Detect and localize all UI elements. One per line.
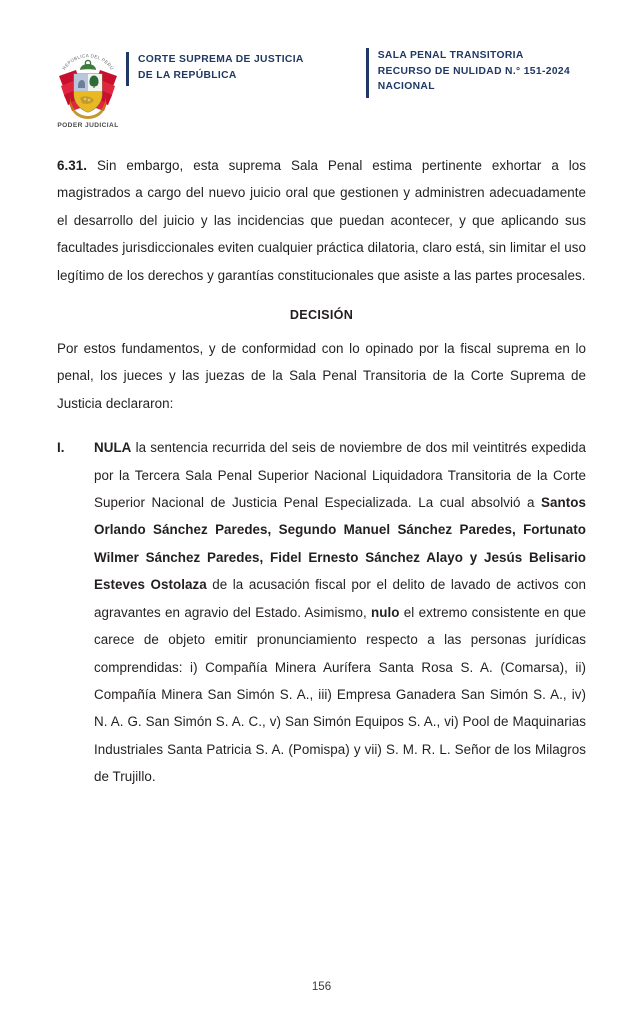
decision-item-i-segment3: el extremo consistente en que carece de objeto emitir pronunciamiento respecto a las personas jurídicas comprendidas: i) Compañía Minera Aurífera Santa Rosa S. A. (Comarsa), ii) Compañía Minera San Simón S. A., iii) Empresa Ganadera San Simón S. A., iv) N. A. G. San Simón S. A. C., v) San Simón Equipos S. A., vi) Pool de Maquinarias Industriales Santa Patricia S. A. (Pomispa) y vii) S. M. R. L. Señor de los Milagros de Trujillo. [94, 604, 586, 785]
decision-item-i-defendants: Santos Orlando Sánchez Paredes, Segundo Manuel Sánchez Paredes, Fortunato Wilmer Sánchez Paredes, Fidel Ernesto Sánchez Alayo y Jesús Belisario Esteves Ostolaza [94, 495, 586, 593]
header-left-accent-bar [126, 52, 129, 86]
header-case-text [378, 48, 570, 98]
header-court-text [138, 52, 304, 86]
header-court-block [126, 52, 304, 86]
header-court-line1: CORTE SUPREMA DE JUSTICIA [138, 54, 304, 65]
header-right-accent-bar [366, 48, 369, 98]
header-case-line1: SALA PENAL TRANSITORIA [377, 50, 524, 61]
document-body [57, 152, 586, 791]
header-court-line2: DE LA REPÚBLICA [138, 69, 237, 81]
paragraph-6-31-number: 6.31. [57, 158, 88, 173]
decision-item-i-keyword: NULA [94, 440, 132, 456]
paragraph-6-31-text: Sin embargo, esta suprema Sala Penal estima pertinente exhortar a los magistrados a cargo del nuevo juicio oral que gestionen y administren adecuadamente el desarrollo del juicio y las incidencias que puedan acontecer, y que aplicando sus facultades jurisdiccionales eviten cualquier práctica dilatoria, claro está, sin limitar el uso legítimo de los derechos y garantías constitucionales que asiste a las partes procesales. [57, 158, 586, 283]
decision-item-i-body [94, 434, 586, 790]
decision-item-i [57, 434, 586, 790]
header-case-line3: NACIONAL [377, 81, 435, 92]
decision-item-i-segment1: la sentencia recurrida del seis de noviembre de dos mil veintitrés expedida por la Tercera Sala Penal Superior Nacional Liquidadora Transitoria de la Corte Superior Nacional de Justicia Penal Especializada. La cual absolvió a [94, 440, 586, 511]
page-footer [0, 980, 643, 993]
page-number: 156 [311, 980, 332, 993]
document-header [56, 42, 588, 134]
decision-item-i-text [94, 434, 586, 790]
peru-coat-of-arms-icon [56, 42, 120, 130]
decision-heading: DECISIÓN [289, 308, 354, 323]
paragraph-6-31 [57, 152, 586, 289]
decision-intro-paragraph: Por estos fundamentos, y de conformidad con lo opinado por la fiscal suprema en lo penal, los jueces y las juezas de la Sala Penal Transitoria de la Corte Suprema de Justicia declararon: [57, 341, 586, 411]
decision-item-i-segment2: de la acusación fiscal por el delito de lavado de activos con agravantes en agravio del Estado. Asimismo, [94, 577, 586, 620]
svg-text:REPÚBLICA DEL PERÚ: REPÚBLICA DEL PERÚ [61, 53, 115, 71]
svg-text:PODER JUDICIAL: PODER JUDICIAL [57, 122, 119, 129]
decision-item-i-keyword2: nulo [371, 604, 400, 620]
header-case-block [366, 48, 570, 98]
decision-item-i-marker: I. [57, 440, 65, 456]
header-case-line2: RECURSO DE NULIDAD N.° 151-2024 [377, 65, 571, 77]
